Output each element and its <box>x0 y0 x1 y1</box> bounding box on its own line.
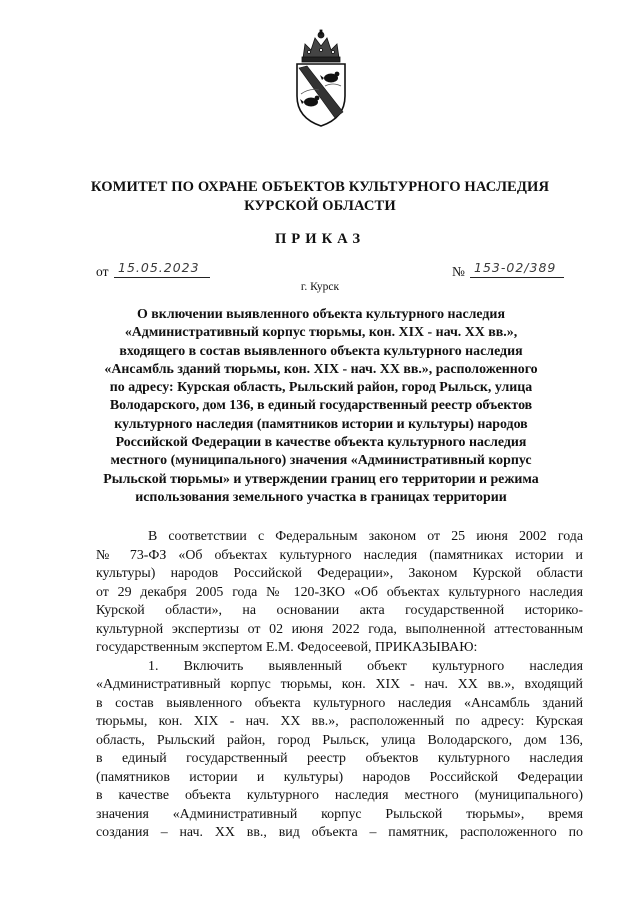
title-line: использования земельного участка в границах территории <box>135 489 507 505</box>
shield-icon <box>297 64 345 126</box>
title-line: культурного наследия (памятников истории и культуры) народов <box>114 416 528 432</box>
body-line: «Административный корпус тюрьмы, кон. XIX - нач. XX вв.», входящий <box>96 677 583 692</box>
title-line: «Ансамбль зданий тюрьмы, кон. XIX - нач. XX вв.», расположенного <box>104 361 538 377</box>
body-line: значения «Административный корпус Рыльской тюрьмы», время <box>96 806 583 822</box>
title-line: Володарского, дом 136, в единый государственный реестр объектов <box>109 398 533 414</box>
body-line: в единый государственный реестр объектов культурного наследия <box>96 751 583 766</box>
handwritten-order-number: 153-02/389 <box>470 260 564 278</box>
org-name-line-1: КОМИТЕТ ПО ОХРАНЕ ОБЪЕКТОВ КУЛЬТУРНОГО НАСЛЕДИЯ <box>90 179 550 195</box>
body-line: в качестве объекта культурного наследия местного (муниципального) <box>96 788 583 803</box>
body-line: тюрьмы, кон. XIX - нач. XX вв.», расположенный по адресу: Курская <box>96 714 583 729</box>
title-line: «Административный корпус тюрьмы, кон. XIX - нач. XX вв.», <box>124 325 518 341</box>
city-name: г. Курск <box>300 281 340 293</box>
body-line: № 73-ФЗ «Об объектах культурного наследия (памятниках истории и <box>96 547 583 563</box>
title-line: по адресу: Курская область, Рыльский район, город Рыльск, улица <box>109 380 533 396</box>
title-line: входящего в состав выявленного объекта культурного наследия <box>119 343 523 359</box>
body-line: в состав выявленного объекта культурного наследия «Ансамбль зданий <box>96 695 583 711</box>
body-line: государственным экспертом Е.М. Федосеевой, ПРИКАЗЫВАЮ: <box>96 640 478 655</box>
document-type-heading: ПРИКАЗ <box>274 231 366 247</box>
number-prefix: № <box>452 264 465 279</box>
title-line: Рыльской тюрьмы» и утверждении границ его территории и режима <box>103 471 539 487</box>
org-name-line-2: КУРСКОЙ ОБЛАСТИ <box>244 198 396 214</box>
body-line: создания – нач. XX вв., вид объекта – памятник, расположенного по <box>96 825 583 840</box>
body-line: область, Рыльский район, город Рыльск, улица Володарского, дом 136, <box>96 732 583 748</box>
title-line: местного (муниципального) значения «Административный корпус <box>110 453 532 469</box>
body-line: 1. Включить выявленный объект культурного наследия <box>148 658 583 674</box>
order-title <box>78 306 564 507</box>
body-line: культуры) народов Российской Федерации», Законом Курской области <box>96 566 583 581</box>
body-line: В соответствии с Федеральным законом от 25 июня 2002 года <box>148 529 583 544</box>
handwritten-date: 15.05.2023 <box>114 260 210 278</box>
body-line: от 29 декабря 2005 года № 120-ЗКО «Об объектах культурного наследия <box>96 584 583 600</box>
body-line: Курской области», на основании акта государственной историко- <box>96 603 583 618</box>
date-prefix: от <box>96 264 109 279</box>
body-line: культурной экспертизы от 02 июня 2022 года, выполненной аттестованным <box>96 621 583 637</box>
order-body <box>96 528 583 843</box>
body-line: (памятников истории и культуры) народов Российской Федерации <box>96 769 583 785</box>
title-line: Российской Федерации в качестве объекта культурного наследия <box>115 435 527 451</box>
coat-of-arms-emblem <box>289 28 353 128</box>
crown-icon <box>302 30 340 62</box>
title-line: О включении выявленного объекта культурного наследия <box>137 307 505 322</box>
